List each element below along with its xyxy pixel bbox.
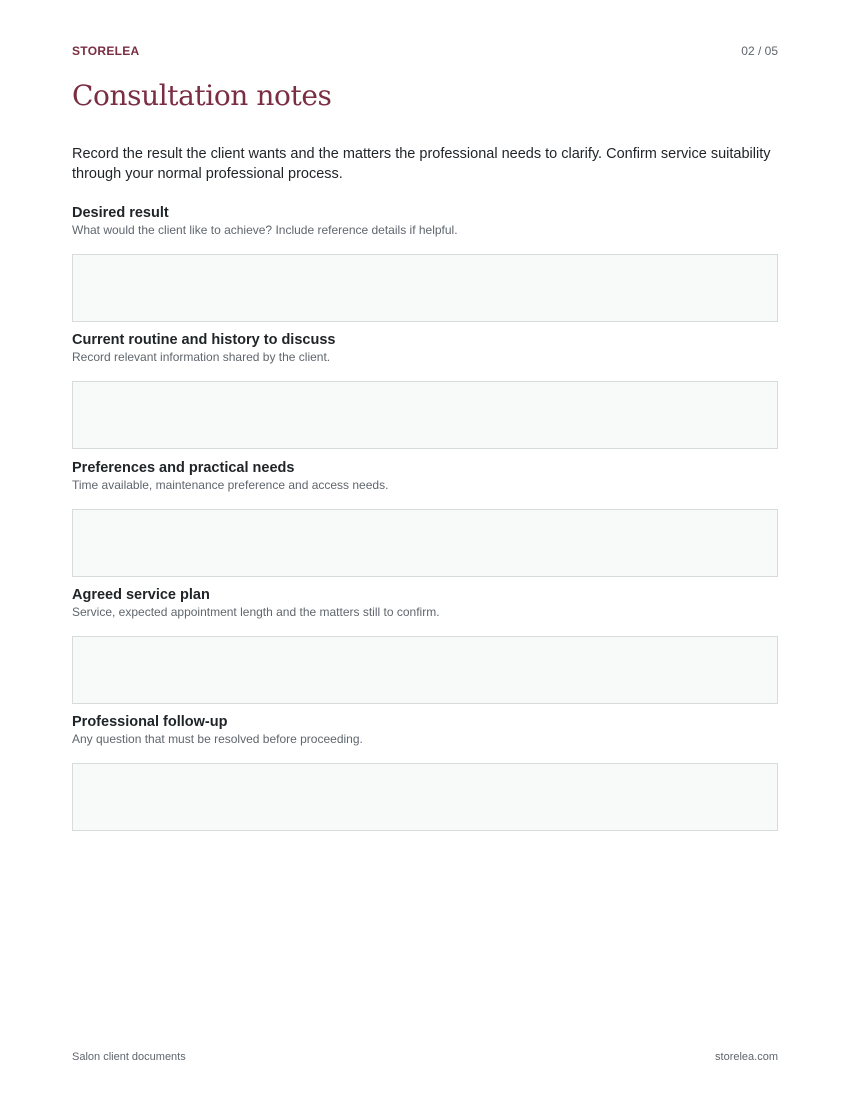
section-title: Professional follow-up [72,714,228,730]
section-hint: Service, expected appointment length and the matters still to confirm. [72,605,440,619]
footer-document-name: Salon client documents [72,1051,186,1063]
section-hint: Any question that must be resolved before proceeding. [72,732,363,746]
footer-website: storelea.com [715,1051,778,1063]
follow-up-field[interactable] [72,763,778,831]
section-hint: Time available, maintenance preference and access needs. [72,478,389,492]
section-title: Desired result [72,205,169,221]
page-number: 02 / 05 [741,44,778,58]
desired-result-field[interactable] [72,254,778,322]
document-page [72,0,778,1100]
section-hint: What would the client like to achieve? Include reference details if helpful. [72,223,458,237]
section-title: Preferences and practical needs [72,460,295,476]
intro-text: Record the result the client wants and the matters the professional needs to clarify. Confirm service suitability through your normal professional process. [72,146,771,182]
section-title: Current routine and history to discuss [72,332,336,348]
service-plan-field[interactable] [72,636,778,704]
section-title: Agreed service plan [72,587,210,603]
page-title: Consultation notes [72,79,332,112]
current-routine-field[interactable] [72,381,778,449]
section-hint: Record relevant information shared by the client. [72,350,331,364]
brand-name: STORELEA [72,44,140,58]
preferences-field[interactable] [72,509,778,577]
